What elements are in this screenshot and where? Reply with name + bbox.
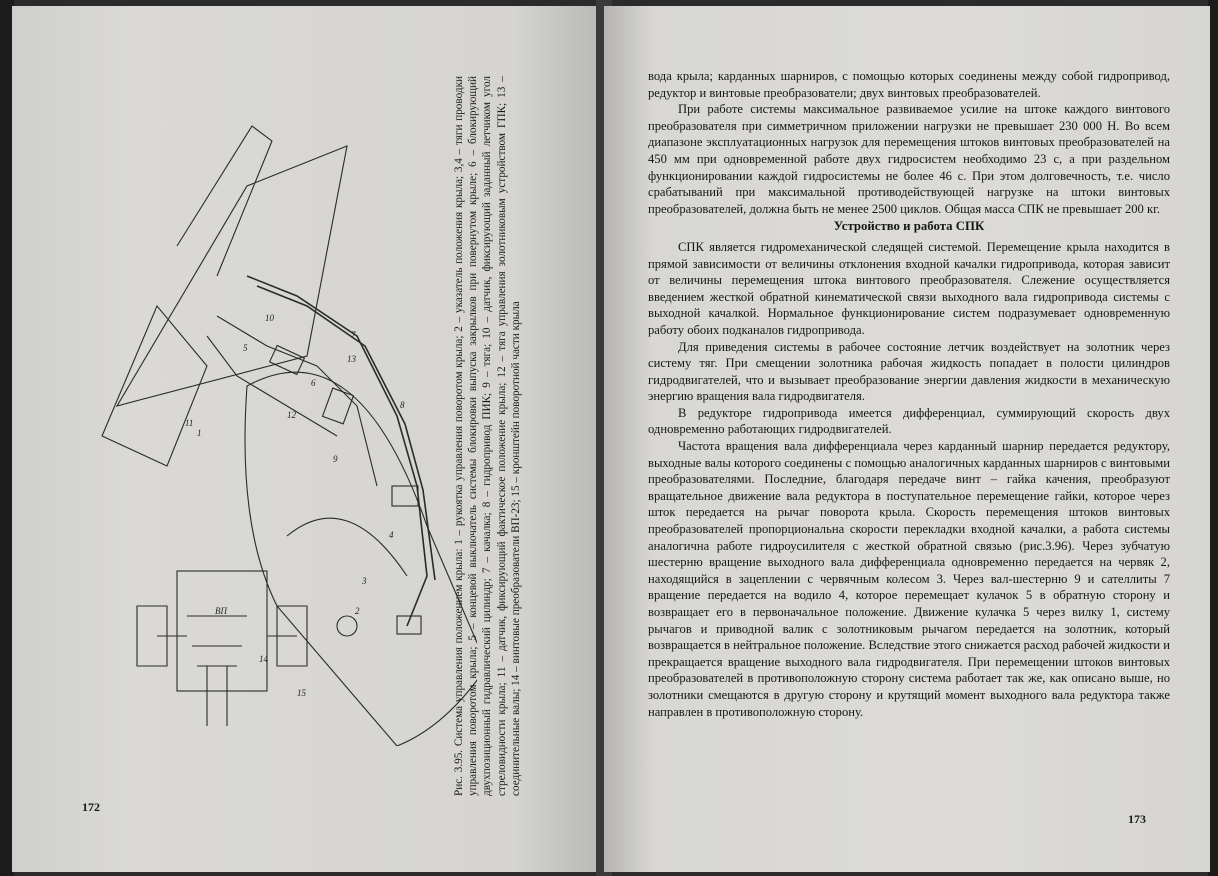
figure-label-2: 2 [355, 606, 360, 616]
figure-label-12: 12 [287, 410, 296, 420]
figure-caption-body: 1 – рукоятка управления поворотом крыла; 2 – указатель положения крыла; 3,4 – тяги проводки управления поворотом крыла; 5 – концевой выключатель системы блокировки выпуска закрылков при повернутом крыле; 6 – блокирующий двухпозиционный гидравлический цилиндр; 7 – качалка; 8 – гидропривод ПИК; 9 – тяга; 10 – датчик, фиксирующий заданный летчиком угол стреловидности крыла; 11 – датчик, фиксирующий фактическое положение крыла; 12 – тяга управления золотниковым устройством ГПК; 13 – соединительные валы; 14 – винтовые преобразователи ВП-23; 15 – кронштейн поворотной части крыла [453, 76, 522, 796]
paragraph-3: СПК является гидромеханической следящей системой. Перемещение крыла находится в прямой зависимости от величины отклонения входной качалки гидропривода, которая зависит от величины перемещения штока винтового преобразователя. Слежение осуществляется введением жесткой обратной кинематической связи выходного вала гидропривода системы с выходной качалкой. Нормальное функционирование систем подразумевает одновременную работу обоих подканалов гидропривода. [648, 239, 1170, 337]
section-heading: Устройство и работа СПК [833, 219, 985, 234]
wing-upper-outline [117, 146, 347, 406]
page-number-left: 172 [82, 800, 100, 814]
figure-label-1: 1 [197, 428, 202, 438]
figure-label-15: 15 [297, 688, 306, 698]
figure-label-4: 4 [389, 530, 394, 540]
figure-label-7: 7 [351, 330, 356, 340]
figure-label-10: 10 [265, 313, 274, 323]
figure-label-11: 11 [185, 418, 194, 428]
figure-caption-rotated [452, 76, 523, 796]
right-page [604, 6, 1210, 872]
figure-label-vp: ВП [215, 606, 227, 616]
left-page [12, 6, 602, 872]
paragraph-2: При работе системы максимальное развиваемое усилие на штоке каждого винтового преобразователя при симметричном приложении нагрузки не превышает 230 000 Н. Во всем диапазоне эксплуатационных нагрузок для перемещения штоков винтовых преобразователей на 450 мм при одновременной работе двух гидросистем необходимо 23 с, а при раздельном функционировании каждой гидросистемы не более 46 с. При этом долговечность, т.е. число срабатываний при максимальной противодействующей нагрузке на штоки винтовых преобразователей, должна быть не менее 2500 циклов. Общая масса СПК не превышает 200 кг. [648, 102, 1170, 216]
paragraph-4: Для приведения системы в рабочее состояние летчик воздействует на золотник через систему тяг. При смещении золотника рабочая жидкость попадает в полости цилиндров гидродвигателей, что и вызывает преобразование энергии давления жидкости в механическую энергию вращения вала гидродвигателя. [648, 339, 1170, 404]
wing-control-diagram [97, 106, 477, 746]
figure-label-5: 5 [243, 343, 248, 353]
paragraph-6: Частота вращения вала дифференциала через карданный шарнир передается редуктору, выходные валы которого соединены с помощью аналогичных карданных шарниров с винтовыми преобразователями. Последние, благодаря передаче винт – гайка качения, преобразуют вращательное движение вала редуктора в поступательное перемещение гайки, которое через шток передается на рычаг поворота крыла. Скорость перемещения штоков винтовых преобразователей пропорциональна скорости перекладки входной качалки, а работа системы аналогична работе гидроусилителя с жесткой обратной связью (рис.3.96). Через зубчатую шестерню вращение выходного вала дифференциала одновременно передается на червяк 2, находящийся в зацеплении с червячным колесом 3. Через вал-шестерню 9 и сателлиты 7 вращение передается на водило 4, которое перемещает кулачок 5 в обратную сторону и возвращает его в первоначальное положение. Движение кулачка 5 через вилку 1, систему рычагов и приводной валик с золотниковым рычагом передается на золотник, который возвращается в нейтральное положение. Вследствие этого снижается расход рабочей жидкости и прекращается вращение выходного вала гидродвигателя. При перемещении штоков винтовых преобразователей в противоположную сторону система работает так же, как описано выше, но золотники смещаются в другую сторону и крутящий момент выходного вала редуктора также направлен в противоположную сторону. [648, 439, 1170, 719]
figure-wing-control-system [97, 106, 477, 746]
figure-label-13: 13 [347, 354, 356, 364]
fuselage-outline [245, 372, 477, 746]
figure-caption-title: Рис. 3.95. Система управления положением крыла: [453, 548, 465, 796]
page-number-right: 173 [1128, 812, 1146, 826]
figure-label-8: 8 [400, 400, 405, 410]
figure-label-9: 9 [333, 454, 338, 464]
right-page-text [648, 68, 1170, 720]
figure-label-6: 6 [311, 378, 316, 388]
figure-label-14: 14 [259, 654, 268, 664]
figure-label-3: 3 [362, 576, 367, 586]
paragraph-1: вода крыла; карданных шарниров, с помощью которых соединены между собой гидропривод, редуктор и винтовые преобразователи; двух винтовых преобразователей. [648, 69, 1170, 100]
paragraph-5: В редукторе гидропривода имеется дифференциал, суммирующий скорость двух одновременно работающих гидродвигателей. [648, 405, 1170, 437]
